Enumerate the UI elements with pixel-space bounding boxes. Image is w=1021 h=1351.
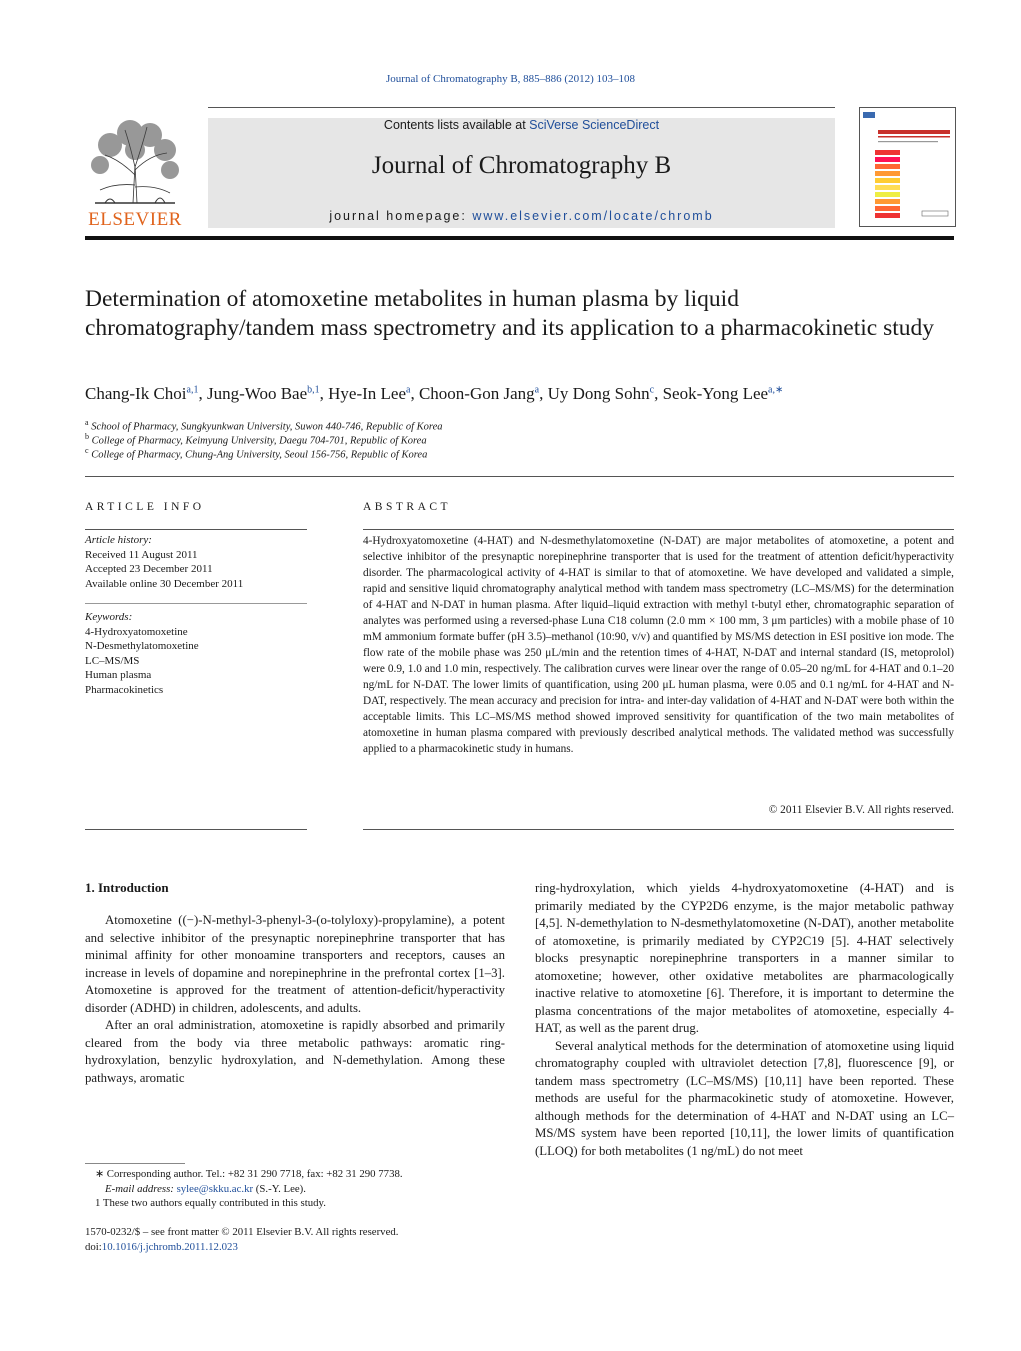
abstract-heading: ABSTRACT [363,501,452,513]
received-date: Received 11 August 2011 [85,548,198,561]
online-date: Available online 30 December 2011 [85,577,244,590]
article-title: Determination of atomoxetine metabolites in human plasma by liquid chromatography/tandem mass spectrometry and its application to a pharmacokinetic study [85,286,935,341]
author[interactable]: Seok-Yong Lee$^{a,∗}$ [662,384,784,403]
abstract-text: 4-Hydroxyatomoxetine (4-HAT) and N-desmethylatomoxetine (N-DAT) are major metabolites of atomoxetine, a potent and selective inhibitor of the presynaptic norepinephrine transporter that is used for the treatment of attention deficit/hyperactivity disorder. The pharmacological activity of 4-HAT is similar to that of atomoxetine. We have developed and validated a simple, rapid and sensitive liquid chromatography analytical method with tandem mass spectrometry (LC–MS/MS) for the determination of 4-HAT and N-DAT in human plasma. After liquid–liquid extraction with methyl t-butyl ether, chromatographic separation of analytes was performed using a reversed-phase Luna C18 column (2.0 mm × 100 mm, 3 μm particles) with a mobile phase of 10 mM ammonium formate buffer (pH 3.5)–methanol (10:90, v/v) and quantified by MS/MS detection in ESI positive ion mode. The flow rate of the mobile phase was 250 μL/min and the retention times of 4-HAT, N-DAT and internal standard (IS, metoprolol) were 0.9, 1.0 and 1.0 min, respectively. The calibration curves were linear over the range of 0.05–20 ng/mL for 4-HAT and 0.1–20 ng/mL for N-DAT. The lower limits of quantification, using 200 μL human plasma, were 0.05 and 0.1 ng/mL for 4-HAT and N-DAT, respectively. The mean accuracy and precision for intra- and inter-day validation of 4-HAT and N-DAT were both within the acceptable limits. This LC–MS/MS method showed improved sensitivity for quantification of the two main metabolites of atomoxetine in human plasma compared with previously described analytical methods. The validated method was successfully applied to a pharmacokinetic study in humans. [363,535,954,755]
issn-line: 1570-0232/$ – see front matter © 2011 Elsevier B.V. All rights reserved. [85,1226,399,1238]
affiliation-rule [85,476,954,477]
article-history [85,533,307,591]
abstract-copyright: © 2011 Elsevier B.V. All rights reserved. [768,804,954,816]
author[interactable]: Chang-Ik Choi$^{a,1}$ [85,384,199,403]
paragraph: Several analytical methods for the determination of atomoxetine using liquid chromatography coupled with ultraviolet detection [7,8], fluorescence [9], or tandem mass spectrometry (LC–MS/MS) [10,11] have been reported. These methods are useful for the pharmacokinetic study of atomoxetine. However, although methods for the determination of 4-HAT and N-DAT using an LC–MS/MS system have been reported [10,11], the lower limits of quantification (LLOQ) for both metabolites (1 ng/mL) do not meet [535,1038,954,1158]
paragraph: After an oral administration, atomoxetine is rapidly absorbed and primarily cleared from the body via three metabolic pathways: aromatic ring-hydroxylation, benzylic hydroxylation, and N-demethylation. Among these pathways, aromatic [85,1018,505,1085]
article-info-bottom-rule [85,829,307,830]
body-column-left [85,912,505,1087]
contents-prefix: Contents lists available at [383,118,530,132]
header-rule [208,107,835,108]
abstract-rule [363,529,954,530]
journal-cover-thumbnail[interactable] [859,107,956,227]
keyword: Pharmacokinetics [85,683,164,696]
email-note: E-mail address: sylee@skku.ac.kr (S.-Y. Lee). [105,1182,306,1195]
keyword: LC–MS/MS [85,654,140,667]
cover-image-icon [860,108,955,226]
history-label: Article history: [85,534,152,546]
homepage-link[interactable]: www.elsevier.com/locate/chromb [472,209,714,223]
abstract-bottom-rule [363,829,954,830]
sciencedirect-link[interactable]: SciVerse ScienceDirect [529,118,660,132]
keyword: Human plasma [85,669,152,681]
doi-line: doi:10.1016/j.jchromb.2011.12.023 [85,1241,238,1253]
email-link[interactable]: sylee@skku.ac.kr [176,1182,254,1195]
header-bottom-rule [85,236,954,240]
footnotes [85,1167,505,1211]
elsevier-wordmark: ELSEVIER [88,209,182,230]
article-info-heading: ARTICLE INFO [85,501,205,513]
accepted-date: Accepted 23 December 2011 [85,563,213,575]
author-list: Chang-Ik Choi$^{a,1}$, Jung-Woo Bae$^{b,1}$, Hye-In Lee$^a$, Choon-Gon Jang$^a$, Uy Dong Sohn$^c$, Seok-Yong Lee$^{a,∗}$ [85,384,784,403]
contents-line [208,118,835,132]
section-heading-introduction: 1. Introduction [85,880,169,895]
keyword: 4-Hydroxyatomoxetine [85,625,188,638]
body-column-right [535,880,954,1160]
author[interactable]: Hye-In Lee$^a$ [328,384,411,403]
affiliation: $^b$ College of Pharmacy, Keimyung University, Daegu 704-701, Republic of Korea [85,432,427,447]
equal-contribution-note: 1 These two authors equally contributed in this study. [95,1197,326,1209]
paragraph: Atomoxetine ((−)-N-methyl-3-phenyl-3-(o-tolyloxy)-propylamine), a potent and selective inhibitor of the presynaptic norepinephrine transporter that has minimal affinity for other monoamine transporters and receptors, causes an increase in levels of dopamine and norepinephrine in the prefrontal cortex [1–3]. Atomoxetine is approved for the treatment of attention-deficit/hyperactivity disorder (ADHD) in children, adolescents, and adults. [85,913,505,1015]
article-identifiers [85,1225,505,1255]
footnote-rule [85,1163,185,1164]
homepage-line [208,209,835,223]
author[interactable]: Jung-Woo Bae$^{b,1}$ [206,384,320,403]
doi-link[interactable]: 10.1016/j.jchromb.2011.12.023 [101,1241,238,1253]
author[interactable]: Choon-Gon Jang$^a$ [418,384,540,403]
elsevier-logo[interactable] [85,115,185,230]
journal-citation[interactable]: Journal of Chromatography B, 885–886 (2012) 103–108 [386,73,635,85]
keywords [85,610,307,697]
article-info-rule [85,529,307,530]
homepage-prefix: journal homepage: [329,209,473,223]
paragraph: ring-hydroxylation, which yields 4-hydroxyatomoxetine (4-HAT) and is primarily mediated by the CYP2D6 enzyme, is the major metabolic pathway [4,5]. N-demethylation to N-desmethylatomoxetine (N-DAT), another metabolite of atomoxetine, is primarily mediated by CYP2C19 [5]. 4-HAT selectively blocks presynaptic norepinephrine transporters in a manner similar to atomoxetine; however, other oxidative metabolites are pharmacologically inactive relative to atomoxetine [6]. Therefore, it is important to determine the plasma concentrations of the major metabolites of atomoxetine, especially 4-HAT, as well as the parent drug. [535,881,954,1035]
affiliation: $^c$ College of Pharmacy, Chung-Ang University, Seoul 156-756, Republic of Korea [85,446,428,461]
keyword: N-Desmethylatomoxetine [85,640,199,652]
history-rule [85,603,307,604]
journal-title: Journal of Chromatography B [371,152,672,179]
author[interactable]: Uy Dong Sohn$^c$ [547,384,655,403]
keywords-label: Keywords: [85,611,133,623]
corresponding-author-note: ∗ Corresponding author. Tel.: +82 31 290 7718, fax: +82 31 290 7738. [95,1168,403,1180]
affiliation: $^a$ School of Pharmacy, Sungkyunkwan University, Suwon 440-746, Republic of Korea [85,418,443,433]
